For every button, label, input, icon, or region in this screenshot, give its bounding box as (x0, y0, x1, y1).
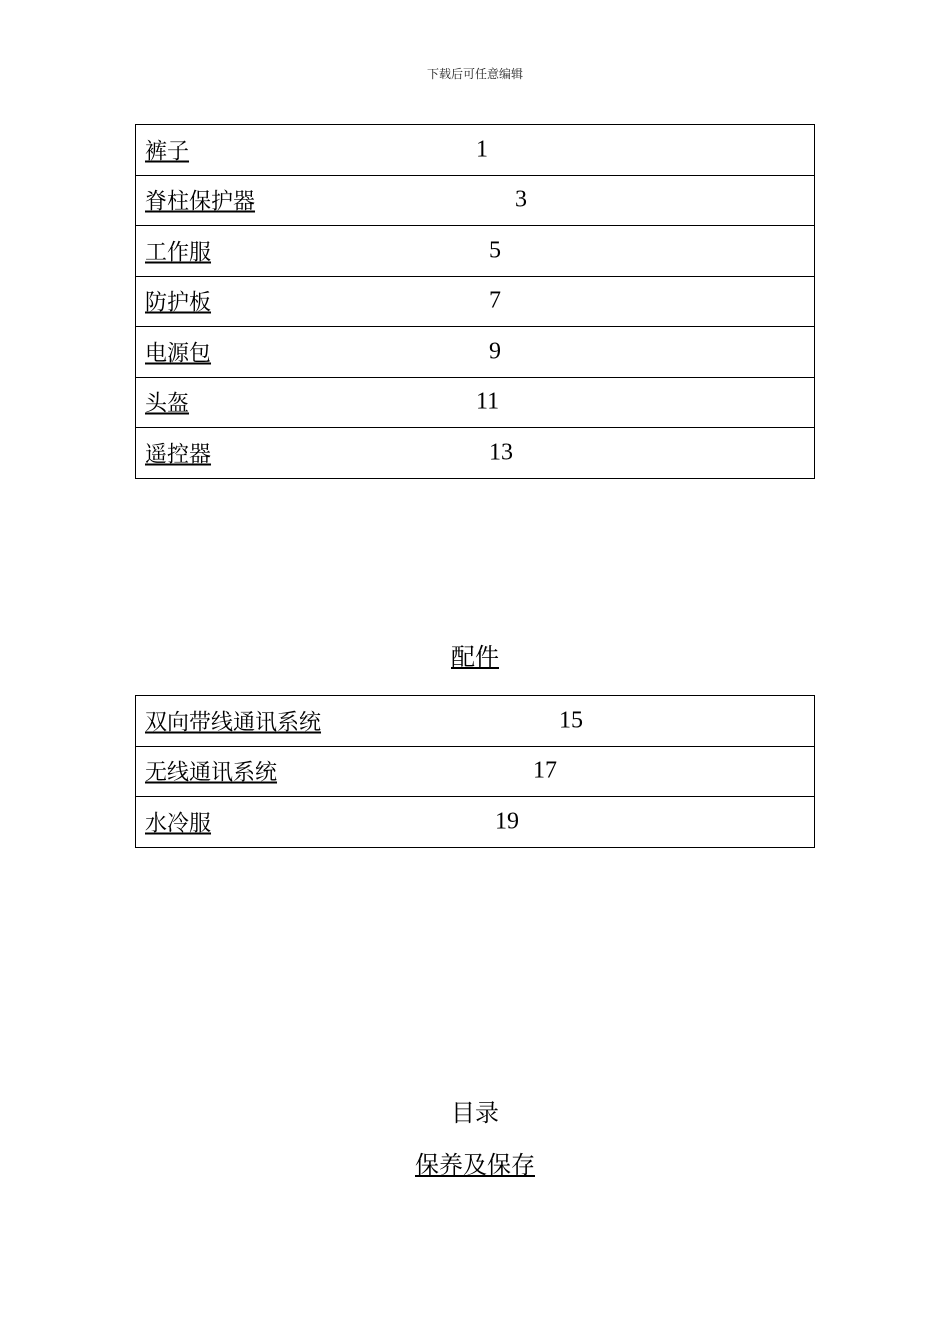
toc-row[interactable] (136, 175, 815, 226)
toc-row[interactable] (136, 327, 815, 378)
toc-row[interactable] (136, 746, 815, 797)
toc-table-main (135, 124, 815, 479)
toc-item-page: 5 (489, 237, 501, 264)
page-header-note: 下载后可任意编辑 (426, 67, 523, 81)
toc-row[interactable] (136, 276, 815, 327)
care-heading-text[interactable]: 保养及保存 (415, 1151, 535, 1179)
toc-item-page: 15 (559, 707, 583, 734)
toc-item-label[interactable]: 双向带线通讯系统 (145, 710, 322, 736)
toc-item-page: 3 (515, 186, 527, 213)
toc-row[interactable] (136, 797, 815, 848)
toc-item-label[interactable]: 无线通讯系统 (145, 760, 278, 786)
toc-item-label[interactable]: 电源包 (145, 341, 212, 367)
toc-item-label[interactable]: 防护板 (145, 290, 212, 316)
toc-row[interactable] (136, 226, 815, 277)
care-heading[interactable] (0, 1145, 950, 1180)
toc-item-page: 7 (489, 287, 501, 314)
toc-item-page: 11 (476, 388, 500, 415)
toc-item-page: 19 (495, 808, 519, 835)
accessories-heading[interactable] (0, 637, 950, 672)
toc-row[interactable] (136, 377, 815, 428)
accessories-heading-text[interactable]: 配件 (451, 643, 499, 671)
toc-item-label[interactable]: 水冷服 (145, 811, 212, 837)
toc-item-label[interactable]: 头盔 (145, 391, 190, 417)
toc-item-label[interactable]: 遥控器 (145, 442, 212, 468)
toc-item-label[interactable]: 工作服 (145, 240, 212, 266)
toc-item-page: 13 (489, 439, 513, 466)
toc-row[interactable] (136, 428, 815, 479)
toc-item-page: 1 (476, 136, 488, 163)
toc-item-page: 17 (533, 757, 557, 784)
toc-item-label[interactable]: 脊柱保护器 (145, 189, 256, 215)
toc-row[interactable] (136, 696, 815, 747)
toc-table-accessories (135, 695, 815, 848)
toc-item-label[interactable]: 裤子 (145, 139, 190, 165)
toc-item-page: 9 (489, 338, 501, 365)
contents-heading: 目录 (451, 1099, 499, 1127)
toc-row[interactable] (136, 125, 815, 176)
